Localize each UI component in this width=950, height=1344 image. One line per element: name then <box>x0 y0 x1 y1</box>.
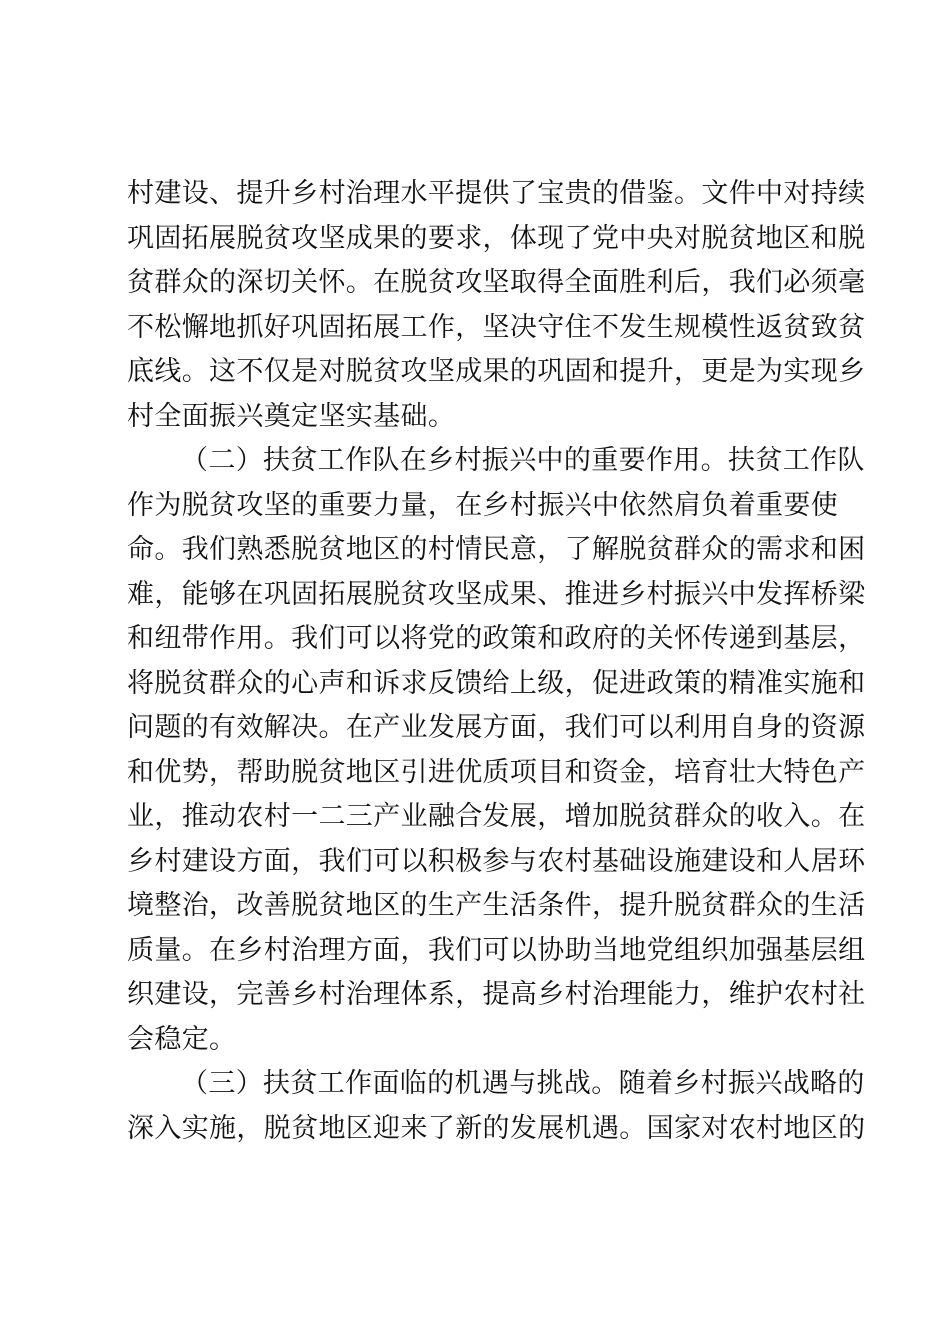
text-line: 和优势，帮助脱贫地区引进优质项目和资金，培育壮大特色产 <box>127 756 866 788</box>
text-line: 乡村建设方面，我们可以积极参与农村基础设施建设和人居环 <box>127 845 866 877</box>
text-line: 织建设，完善乡村治理体系，提高乡村治理能力，维护农村社 <box>127 979 866 1010</box>
text-line: 村全面振兴奠定坚实基础。 <box>127 400 456 432</box>
text-line: 巩固拓展脱贫攻坚成果的要求，体现了党中央对脱贫地区和脱 <box>127 222 866 254</box>
text-line: 将脱贫群众的心声和诉求反馈给上级，促进政策的精准实施和 <box>127 667 866 699</box>
text-line: 和纽带作用。我们可以将党的政策和政府的关怀传递到基层， <box>127 623 866 654</box>
text-line: 难，能够在巩固拓展脱贫攻坚成果、推进乡村振兴中发挥桥梁 <box>127 578 866 610</box>
section-heading-line: （二）扶贫工作队在乡村振兴中的重要作用。扶贫工作队 <box>181 445 865 476</box>
text-line: 村建设、提升乡村治理水平提供了宝贵的借鉴。文件中对持续 <box>127 178 866 209</box>
text-line: 不松懈地抓好巩固拓展工作，坚决守住不发生规模性返贫致贫 <box>127 311 866 343</box>
text-line: 问题的有效解决。在产业发展方面，我们可以利用自身的资源 <box>127 712 866 743</box>
text-line: 命。我们熟悉脱贫地区的村情民意，了解脱贫群众的需求和困 <box>127 534 866 565</box>
section-heading-line: （三）扶贫工作面临的机遇与挑战。随着乡村振兴战略的 <box>181 1068 865 1099</box>
text-line: 底线。这不仅是对脱贫攻坚成果的巩固和提升，更是为实现乡 <box>127 356 866 387</box>
text-line: 深入实施，脱贫地区迎来了新的发展机遇。国家对农村地区的 <box>127 1112 866 1144</box>
text-line: 境整治，改善脱贫地区的生产生活条件，提升脱贫群众的生活 <box>127 890 866 921</box>
text-line: 业，推动农村一二三产业融合发展，增加脱贫群众的收入。在 <box>127 801 866 832</box>
text-line: 质量。在乡村治理方面，我们可以协助当地党组织加强基层组 <box>127 934 866 966</box>
text-line: 会稳定。 <box>127 1023 237 1055</box>
body-text <box>127 172 866 1151</box>
text-line: 作为脱贫攻坚的重要力量，在乡村振兴中依然肩负着重要使 <box>127 489 839 521</box>
text-line: 贫群众的深切关怀。在脱贫攻坚取得全面胜利后，我们必须毫 <box>127 267 866 298</box>
